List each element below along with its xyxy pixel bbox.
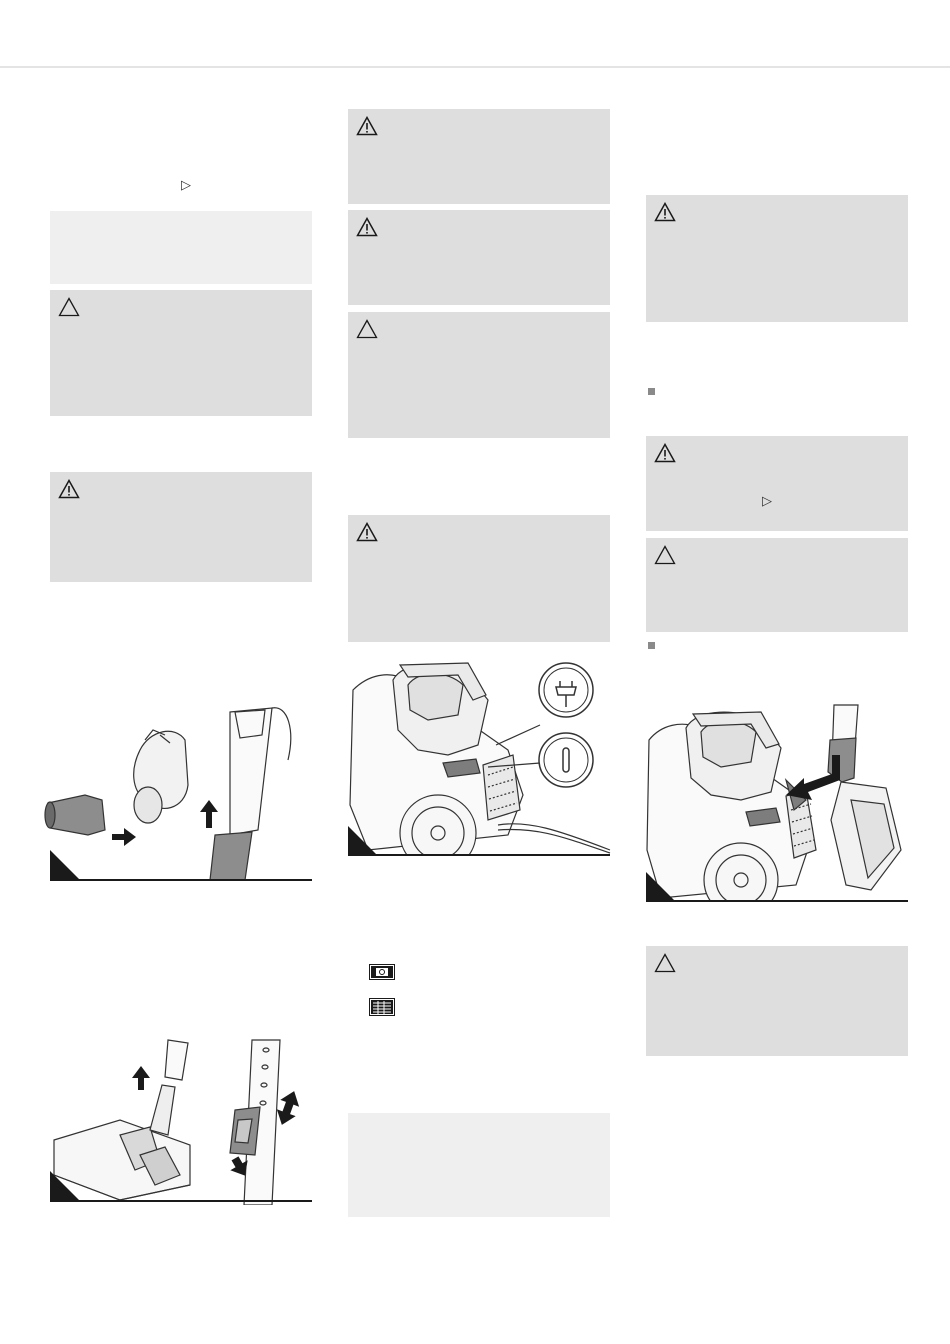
figure-corner-marker bbox=[50, 850, 80, 880]
caution-box bbox=[646, 946, 908, 1056]
warning-box bbox=[646, 436, 908, 531]
figure-floor-nozzle bbox=[40, 1035, 315, 1205]
figure-corner-marker bbox=[646, 872, 676, 902]
warning-exclamation-icon bbox=[356, 522, 378, 542]
note-box bbox=[50, 211, 312, 284]
carpet-mode-icon bbox=[369, 964, 395, 980]
caution-triangle-icon bbox=[58, 297, 80, 317]
hard-floor-mode-icon bbox=[369, 998, 395, 1016]
warning-box bbox=[50, 472, 312, 582]
figure-corner-marker bbox=[50, 1171, 80, 1201]
figure-baseline bbox=[50, 1200, 312, 1202]
warning-box bbox=[348, 109, 610, 204]
next-step-arrow: ▷ bbox=[181, 177, 191, 192]
figure-baseline bbox=[646, 900, 908, 902]
next-step-arrow: ▷ bbox=[762, 493, 772, 508]
warning-exclamation-icon bbox=[356, 116, 378, 136]
figure-baseline bbox=[348, 854, 610, 856]
caution-box bbox=[50, 290, 312, 416]
warning-exclamation-icon bbox=[654, 443, 676, 463]
caution-box bbox=[646, 538, 908, 632]
warning-exclamation-icon bbox=[654, 202, 676, 222]
figure-vacuum-parking bbox=[646, 700, 910, 902]
figure-corner-marker bbox=[348, 826, 378, 856]
caution-box bbox=[348, 312, 610, 438]
figure-vacuum-power bbox=[348, 655, 612, 855]
caution-triangle-icon bbox=[654, 545, 676, 565]
warning-box bbox=[348, 210, 610, 305]
caution-triangle-icon bbox=[654, 953, 676, 973]
figure-hose-assembly bbox=[40, 700, 315, 885]
warning-box bbox=[348, 515, 610, 642]
warning-exclamation-icon bbox=[58, 479, 80, 499]
warning-box bbox=[646, 195, 908, 322]
header-divider bbox=[0, 66, 950, 68]
list-bullet bbox=[648, 388, 655, 395]
note-box bbox=[348, 1113, 610, 1217]
warning-exclamation-icon bbox=[356, 217, 378, 237]
caution-triangle-icon bbox=[356, 319, 378, 339]
list-bullet bbox=[648, 642, 655, 649]
figure-baseline bbox=[50, 879, 312, 881]
